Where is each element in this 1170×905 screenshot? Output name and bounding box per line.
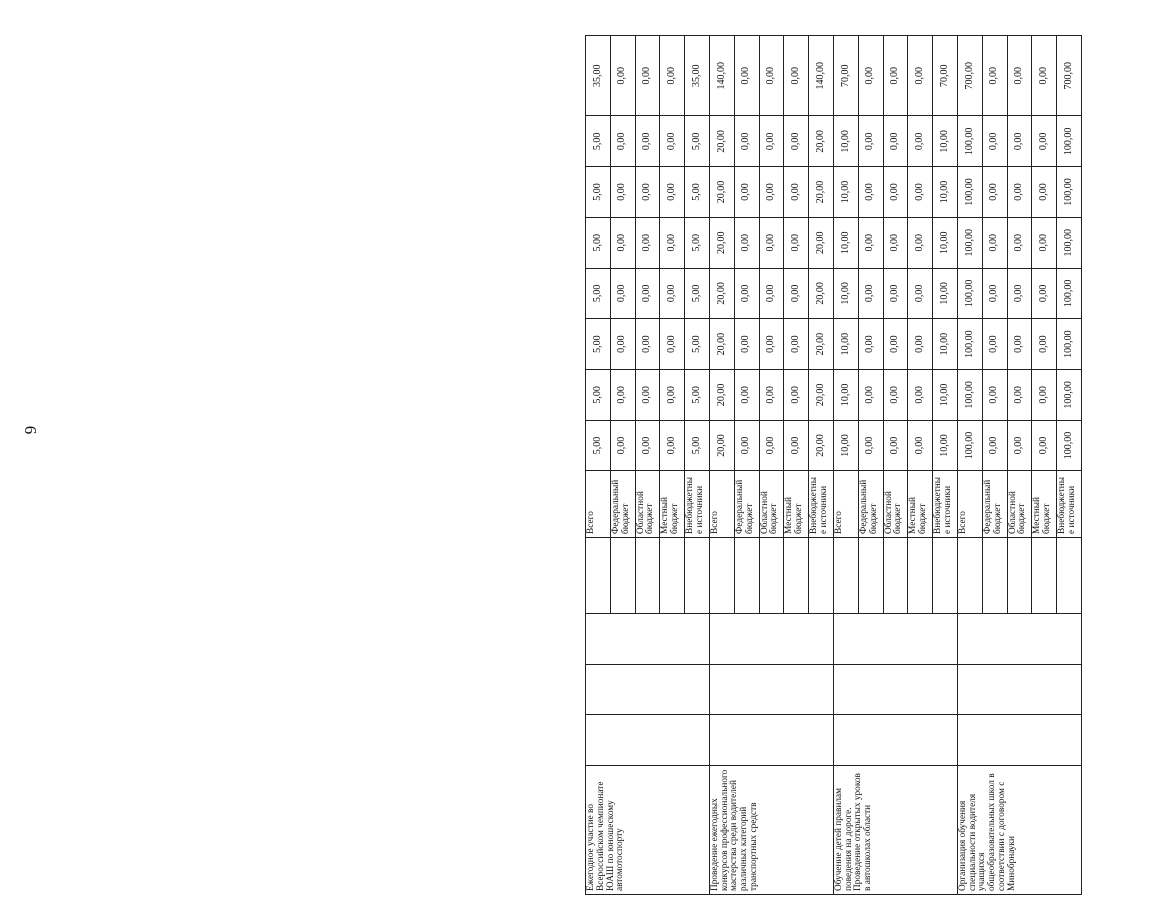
year-value-cell: 100,00 — [1057, 319, 1082, 370]
year-value-cell: 0,00 — [1032, 268, 1057, 319]
year-value-cell: 0,00 — [635, 369, 660, 420]
empty-cell — [685, 537, 710, 613]
year-value-cell: 20,00 — [809, 116, 834, 167]
empty-cell — [586, 537, 611, 613]
year-value-cell: 10,00 — [933, 369, 958, 420]
page-number: 6 — [21, 425, 40, 435]
year-value-cell: 0,00 — [1007, 167, 1032, 218]
total-value-cell: 0,00 — [883, 36, 908, 116]
total-value-cell: 0,00 — [610, 36, 635, 116]
year-value-cell: 10,00 — [833, 319, 858, 370]
funding-source-cell: Всего — [586, 471, 611, 538]
funding-source-cell: Внебюджетные источники — [1057, 471, 1082, 538]
year-value-cell: 0,00 — [610, 268, 635, 319]
empty-cell — [982, 537, 1007, 613]
year-value-cell: 0,00 — [635, 268, 660, 319]
year-value-cell: 0,00 — [1007, 319, 1032, 370]
year-value-cell: 0,00 — [610, 116, 635, 167]
year-value-cell: 0,00 — [858, 167, 883, 218]
year-value-cell: 0,00 — [734, 217, 759, 268]
empty-cell — [635, 537, 660, 613]
year-value-cell: 0,00 — [858, 116, 883, 167]
funding-source-cell: Областной бюджет — [759, 471, 784, 538]
total-value-cell: 0,00 — [660, 36, 685, 116]
total-value-cell: 0,00 — [1032, 36, 1057, 116]
total-value-cell: 0,00 — [1007, 36, 1032, 116]
year-value-cell: 0,00 — [734, 268, 759, 319]
year-value-cell: 0,00 — [759, 116, 784, 167]
year-value-cell: 0,00 — [759, 167, 784, 218]
year-value-cell: 0,00 — [660, 369, 685, 420]
year-value-cell: 0,00 — [1007, 116, 1032, 167]
year-value-cell: 10,00 — [833, 268, 858, 319]
year-value-cell: 0,00 — [784, 116, 809, 167]
year-value-cell: 0,00 — [759, 369, 784, 420]
year-value-cell: 0,00 — [759, 268, 784, 319]
year-value-cell: 100,00 — [957, 420, 982, 471]
total-value-cell: 0,00 — [858, 36, 883, 116]
year-value-cell: 10,00 — [833, 217, 858, 268]
year-value-cell: 0,00 — [610, 217, 635, 268]
year-value-cell: 10,00 — [933, 116, 958, 167]
total-value-cell: 140,00 — [809, 36, 834, 116]
event-name-cell: Обучение детей правилам поведения на дороге. Проведение открытых уроков в автошколах области — [833, 766, 957, 895]
year-value-cell: 10,00 — [933, 268, 958, 319]
year-value-cell: 5,00 — [586, 420, 611, 471]
empty-cell — [957, 537, 982, 613]
year-value-cell: 0,00 — [858, 369, 883, 420]
funding-source-cell: Внебюджетные источники — [933, 471, 958, 538]
year-value-cell: 0,00 — [660, 116, 685, 167]
year-value-cell: 5,00 — [685, 420, 710, 471]
event-name-cell: Организация обучения специальности водителя учащихся общеобразовательных школ в соответствии с договором с Минобрнауки — [957, 766, 1081, 895]
year-value-cell: 20,00 — [809, 217, 834, 268]
empty-cell — [1007, 537, 1032, 613]
year-value-cell: 0,00 — [908, 319, 933, 370]
year-value-cell: 5,00 — [685, 116, 710, 167]
year-value-cell: 0,00 — [908, 268, 933, 319]
year-value-cell: 0,00 — [759, 217, 784, 268]
year-value-cell: 20,00 — [709, 167, 734, 218]
year-value-cell: 0,00 — [858, 319, 883, 370]
funding-source-cell: Всего — [957, 471, 982, 538]
year-value-cell: 0,00 — [784, 369, 809, 420]
year-value-cell: 0,00 — [734, 369, 759, 420]
table-row — [957, 36, 982, 895]
year-value-cell: 0,00 — [784, 268, 809, 319]
year-value-cell: 0,00 — [610, 420, 635, 471]
year-value-cell: 5,00 — [586, 217, 611, 268]
funding-source-cell: Федеральный бюджет — [610, 471, 635, 538]
year-value-cell: 0,00 — [883, 167, 908, 218]
empty-cell — [709, 664, 833, 715]
empty-cell — [709, 614, 833, 665]
table-body — [586, 36, 1082, 895]
year-value-cell: 5,00 — [685, 167, 710, 218]
funding-source-cell: Федеральный бюджет — [734, 471, 759, 538]
total-value-cell: 700,00 — [957, 36, 982, 116]
year-value-cell: 20,00 — [809, 369, 834, 420]
year-value-cell: 0,00 — [610, 369, 635, 420]
year-value-cell: 20,00 — [709, 116, 734, 167]
year-value-cell: 0,00 — [635, 319, 660, 370]
year-value-cell: 5,00 — [586, 167, 611, 218]
year-value-cell: 5,00 — [586, 268, 611, 319]
total-value-cell: 0,00 — [784, 36, 809, 116]
year-value-cell: 0,00 — [908, 420, 933, 471]
year-value-cell: 10,00 — [833, 167, 858, 218]
empty-cell — [833, 537, 858, 613]
year-value-cell: 0,00 — [908, 116, 933, 167]
year-value-cell: 100,00 — [1057, 420, 1082, 471]
year-value-cell: 0,00 — [635, 116, 660, 167]
year-value-cell: 0,00 — [883, 268, 908, 319]
table-row — [586, 36, 611, 895]
year-value-cell: 10,00 — [933, 319, 958, 370]
year-value-cell: 0,00 — [883, 217, 908, 268]
year-value-cell: 0,00 — [982, 116, 1007, 167]
year-value-cell: 5,00 — [586, 319, 611, 370]
year-value-cell: 0,00 — [982, 369, 1007, 420]
empty-cell — [586, 715, 710, 766]
funding-source-cell: Федеральный бюджет — [858, 471, 883, 538]
year-value-cell: 5,00 — [586, 369, 611, 420]
year-value-cell: 0,00 — [1007, 217, 1032, 268]
empty-cell — [660, 537, 685, 613]
empty-cell — [586, 664, 710, 715]
year-value-cell: 100,00 — [1057, 369, 1082, 420]
year-value-cell: 0,00 — [982, 420, 1007, 471]
year-value-cell: 10,00 — [933, 167, 958, 218]
year-value-cell: 10,00 — [833, 116, 858, 167]
table-row — [833, 36, 858, 895]
year-value-cell: 0,00 — [1007, 369, 1032, 420]
total-value-cell: 700,00 — [1057, 36, 1082, 116]
empty-cell — [833, 664, 957, 715]
year-value-cell: 0,00 — [883, 420, 908, 471]
total-value-cell: 0,00 — [734, 36, 759, 116]
funding-source-cell: Внебюджетные источники — [685, 471, 710, 538]
total-value-cell: 70,00 — [833, 36, 858, 116]
year-value-cell: 0,00 — [759, 319, 784, 370]
year-value-cell: 0,00 — [883, 319, 908, 370]
year-value-cell: 0,00 — [1032, 167, 1057, 218]
year-value-cell: 100,00 — [957, 167, 982, 218]
empty-cell — [709, 715, 833, 766]
empty-cell — [883, 537, 908, 613]
total-value-cell: 140,00 — [709, 36, 734, 116]
empty-cell — [1032, 537, 1057, 613]
year-value-cell: 20,00 — [709, 319, 734, 370]
year-value-cell: 0,00 — [784, 167, 809, 218]
year-value-cell: 0,00 — [610, 319, 635, 370]
year-value-cell: 5,00 — [586, 116, 611, 167]
year-value-cell: 0,00 — [858, 268, 883, 319]
year-value-cell: 100,00 — [957, 268, 982, 319]
year-value-cell: 0,00 — [734, 420, 759, 471]
year-value-cell: 0,00 — [1032, 420, 1057, 471]
total-value-cell: 0,00 — [982, 36, 1007, 116]
year-value-cell: 0,00 — [784, 420, 809, 471]
year-value-cell: 0,00 — [784, 217, 809, 268]
year-value-cell: 0,00 — [734, 116, 759, 167]
funding-source-cell: Федеральный бюджет — [982, 471, 1007, 538]
year-value-cell: 5,00 — [685, 217, 710, 268]
total-value-cell: 70,00 — [933, 36, 958, 116]
year-value-cell: 0,00 — [1032, 116, 1057, 167]
year-value-cell: 0,00 — [1032, 319, 1057, 370]
event-name-cell: Проведение ежегодных конкурсов профессионального мастерства среди водителей различных категорий транспортных средств — [709, 766, 833, 895]
year-value-cell: 0,00 — [982, 319, 1007, 370]
year-value-cell: 100,00 — [957, 369, 982, 420]
year-value-cell: 0,00 — [734, 319, 759, 370]
funding-source-cell: Областной бюджет — [1007, 471, 1032, 538]
empty-cell — [908, 537, 933, 613]
year-value-cell: 20,00 — [709, 420, 734, 471]
empty-cell — [759, 537, 784, 613]
year-value-cell: 100,00 — [1057, 217, 1082, 268]
table-row — [709, 36, 734, 895]
year-value-cell: 20,00 — [809, 167, 834, 218]
year-value-cell: 0,00 — [982, 217, 1007, 268]
year-value-cell: 0,00 — [1007, 268, 1032, 319]
total-value-cell: 0,00 — [759, 36, 784, 116]
year-value-cell: 0,00 — [734, 167, 759, 218]
empty-cell — [833, 614, 957, 665]
empty-cell — [610, 537, 635, 613]
empty-cell — [957, 664, 1081, 715]
total-value-cell: 35,00 — [685, 36, 710, 116]
funding-source-cell: Местный бюджет — [908, 471, 933, 538]
empty-cell — [933, 537, 958, 613]
total-value-cell: 0,00 — [635, 36, 660, 116]
funding-source-cell: Областной бюджет — [635, 471, 660, 538]
empty-cell — [709, 537, 734, 613]
year-value-cell: 100,00 — [957, 217, 982, 268]
year-value-cell: 0,00 — [1007, 420, 1032, 471]
year-value-cell: 0,00 — [784, 319, 809, 370]
empty-cell — [734, 537, 759, 613]
year-value-cell: 20,00 — [709, 268, 734, 319]
year-value-cell: 0,00 — [1032, 369, 1057, 420]
year-value-cell: 20,00 — [809, 319, 834, 370]
year-value-cell: 0,00 — [908, 369, 933, 420]
funding-table — [585, 35, 1082, 895]
year-value-cell: 100,00 — [1057, 167, 1082, 218]
funding-source-cell: Местный бюджет — [784, 471, 809, 538]
year-value-cell: 0,00 — [858, 217, 883, 268]
year-value-cell: 5,00 — [685, 319, 710, 370]
year-value-cell: 100,00 — [957, 319, 982, 370]
funding-source-cell: Внебюджетные источники — [809, 471, 834, 538]
empty-cell — [1057, 537, 1082, 613]
year-value-cell: 0,00 — [635, 167, 660, 218]
year-value-cell: 5,00 — [685, 369, 710, 420]
year-value-cell: 0,00 — [982, 167, 1007, 218]
year-value-cell: 0,00 — [908, 167, 933, 218]
year-value-cell: 0,00 — [982, 268, 1007, 319]
empty-cell — [858, 537, 883, 613]
year-value-cell: 0,00 — [660, 217, 685, 268]
year-value-cell: 0,00 — [1032, 217, 1057, 268]
funding-source-cell: Местный бюджет — [660, 471, 685, 538]
year-value-cell: 0,00 — [660, 420, 685, 471]
funding-source-cell: Всего — [709, 471, 734, 538]
year-value-cell: 20,00 — [809, 268, 834, 319]
funding-source-cell: Всего — [833, 471, 858, 538]
empty-cell — [833, 715, 957, 766]
year-value-cell: 0,00 — [610, 167, 635, 218]
funding-source-cell: Местный бюджет — [1032, 471, 1057, 538]
year-value-cell: 0,00 — [908, 217, 933, 268]
year-value-cell: 0,00 — [883, 116, 908, 167]
year-value-cell: 10,00 — [833, 420, 858, 471]
event-name-cell: Ежегодное участие во Всероссийском чемпионате ЮАШ по юношескому автомотоспорту — [586, 766, 710, 895]
year-value-cell: 10,00 — [833, 369, 858, 420]
year-value-cell: 100,00 — [1057, 116, 1082, 167]
empty-cell — [809, 537, 834, 613]
year-value-cell: 0,00 — [635, 420, 660, 471]
year-value-cell: 0,00 — [883, 369, 908, 420]
empty-cell — [957, 614, 1081, 665]
year-value-cell: 100,00 — [957, 116, 982, 167]
funding-source-cell: Областной бюджет — [883, 471, 908, 538]
year-value-cell: 5,00 — [685, 268, 710, 319]
year-value-cell: 0,00 — [660, 268, 685, 319]
empty-cell — [784, 537, 809, 613]
year-value-cell: 0,00 — [660, 319, 685, 370]
year-value-cell: 10,00 — [933, 420, 958, 471]
rotated-table-wrapper — [585, 35, 1170, 895]
total-value-cell: 0,00 — [908, 36, 933, 116]
year-value-cell: 0,00 — [858, 420, 883, 471]
year-value-cell: 0,00 — [660, 167, 685, 218]
empty-cell — [957, 715, 1081, 766]
total-value-cell: 35,00 — [586, 36, 611, 116]
year-value-cell: 0,00 — [759, 420, 784, 471]
year-value-cell: 0,00 — [635, 217, 660, 268]
year-value-cell: 20,00 — [709, 217, 734, 268]
year-value-cell: 20,00 — [809, 420, 834, 471]
year-value-cell: 10,00 — [933, 217, 958, 268]
empty-cell — [586, 614, 710, 665]
year-value-cell: 100,00 — [1057, 268, 1082, 319]
year-value-cell: 20,00 — [709, 369, 734, 420]
